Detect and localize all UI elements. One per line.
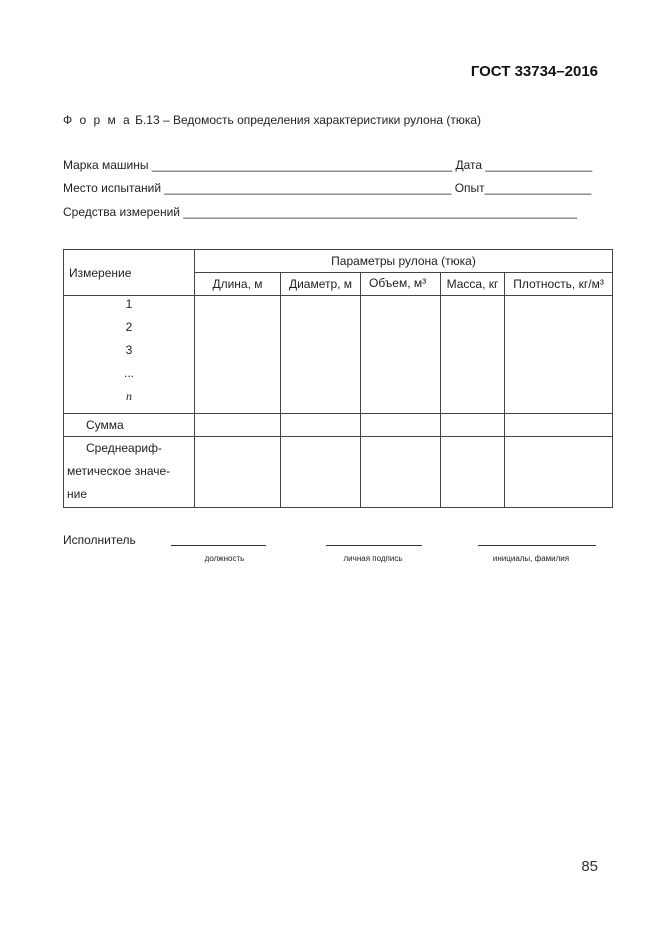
table-cell bbox=[281, 436, 361, 507]
name-signature-line bbox=[478, 545, 596, 546]
form-title-text: Б.13 – Ведомость определения характеристики рулона (тюка) bbox=[135, 113, 482, 127]
measurement-row-label: 2 bbox=[125, 320, 133, 335]
mean-row-label bbox=[64, 436, 195, 507]
table-cell bbox=[505, 413, 613, 436]
personal-signature-line bbox=[326, 545, 422, 546]
form-title-prefix: Ф о р м а bbox=[63, 113, 132, 127]
mass-column-header: Масса, кг bbox=[441, 273, 505, 296]
table-cell bbox=[441, 436, 505, 507]
table-cell bbox=[441, 296, 505, 413]
measurement-row-label: 1 bbox=[125, 297, 133, 312]
table-cell bbox=[361, 296, 441, 413]
table-cell bbox=[505, 296, 613, 413]
measuring-tools-field: Средства измерений ___________________________________________________________ bbox=[63, 205, 578, 219]
page-number: 85 bbox=[581, 858, 598, 875]
roll-parameters-table bbox=[63, 249, 613, 508]
volume-column-label: Объем, м³ bbox=[369, 276, 427, 290]
measurement-header: Измерение bbox=[64, 250, 195, 296]
table-cell bbox=[195, 436, 281, 507]
parameters-group-header: Параметры рулона (тюка) bbox=[195, 250, 613, 273]
name-caption: инициалы, фамилия bbox=[492, 554, 570, 563]
position-signature-line bbox=[171, 545, 266, 546]
form-title bbox=[63, 113, 481, 127]
table-cell bbox=[505, 436, 613, 507]
measurement-row-label: n bbox=[126, 389, 132, 404]
machine-date-field: Марка машины _____________________________________________ Дата ________________ bbox=[63, 158, 593, 172]
diameter-column-header: Диаметр, м bbox=[281, 273, 361, 296]
mean-label-line: Среднеариф- bbox=[86, 440, 162, 455]
position-caption: должность bbox=[204, 554, 245, 563]
table-cell bbox=[195, 296, 281, 413]
roll-parameters-table-wrapper bbox=[63, 249, 612, 508]
sum-row-label: Сумма bbox=[64, 413, 195, 436]
table-cell bbox=[281, 413, 361, 436]
table-cell bbox=[361, 436, 441, 507]
measurement-row-label: 3 bbox=[125, 343, 133, 358]
table-cell bbox=[361, 413, 441, 436]
length-column-header: Длина, м bbox=[195, 273, 281, 296]
table-cell bbox=[281, 296, 361, 413]
mean-label-line: метическое значе- bbox=[67, 463, 171, 478]
density-column-header: Плотность, кг/м³ bbox=[505, 273, 613, 296]
mean-label-line: ние bbox=[67, 486, 88, 501]
document-code: ГОСТ 33734–2016 bbox=[470, 63, 598, 80]
signature-caption: личная подпись bbox=[343, 554, 403, 563]
measurement-numbers bbox=[64, 296, 195, 413]
executor-label: Исполнитель bbox=[63, 533, 136, 547]
place-trial-field: Место испытаний ___________________________________________ Опыт________________ bbox=[63, 181, 592, 195]
measurement-row-label: ... bbox=[123, 366, 134, 381]
table-cell bbox=[441, 413, 505, 436]
table-cell bbox=[195, 413, 281, 436]
